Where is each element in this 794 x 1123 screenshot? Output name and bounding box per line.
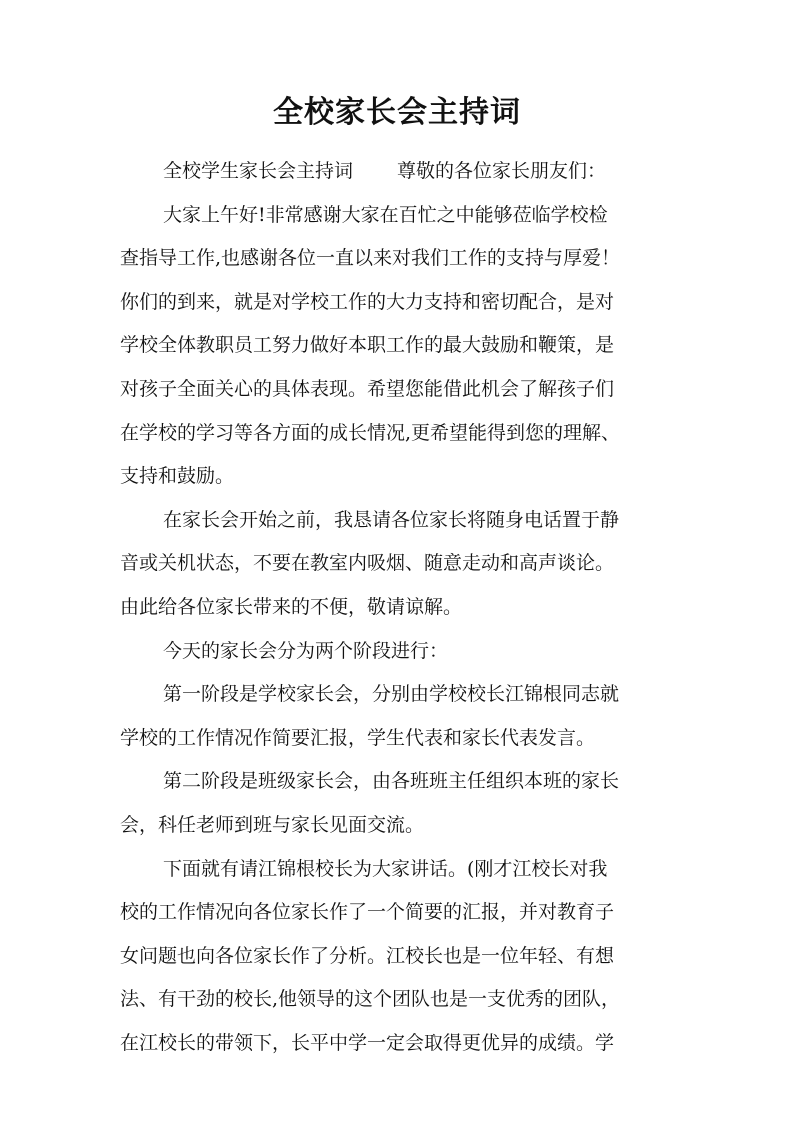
paragraph-line: 法、有干劲的校长,他领导的这个团队也是一支优秀的团队， — [120, 988, 621, 1011]
document-title: 全校家长会主持词 — [273, 95, 521, 130]
paragraph-line: 由此给各位家长带来的不便，敬请谅解。 — [120, 595, 463, 618]
paragraph-line: 女问题也向各位家长作了分析。江校长也是一位年轻、有想 — [120, 944, 615, 967]
paragraph-line: 学校的工作情况作简要汇报，学生代表和家长代表发言。 — [120, 726, 596, 749]
paragraph-line: 对孩子全面关心的具体表现。希望您能借此机会了解孩子们 — [120, 377, 615, 400]
document-body — [120, 150, 680, 1065]
paragraph-line: 学校全体教职员工努力做好本职工作的最大鼓励和鞭策，是 — [120, 334, 615, 357]
greeting-address: 尊敬的各位家长朋友们： — [397, 160, 607, 182]
paragraph-line: 在江校长的带领下，长平中学一定会取得更优异的成绩。学 — [120, 1031, 615, 1054]
paragraph-line: 今天的家长会分为两个阶段进行： — [163, 639, 449, 662]
paragraph-line: 校的工作情况向各位家长作了一个简要的汇报，并对教育子 — [120, 901, 615, 924]
greeting-heading: 全校学生家长会主持词 — [163, 160, 354, 182]
paragraph-line: 查指导工作,也感谢各位一直以来对我们工作的支持与厚爱！ — [120, 247, 621, 270]
paragraph-line: 支持和鼓励。 — [120, 465, 235, 488]
paragraph-line: 会，科任老师到班与家长见面交流。 — [120, 813, 425, 836]
paragraph-line: 下面就有请江锦根校长为大家讲话。(刚才江校长对我 — [163, 857, 608, 880]
greeting-line — [120, 150, 680, 194]
paragraph-line: 音或关机状态，不要在教室内吸烟、随意走动和高声谈论。 — [120, 552, 615, 575]
paragraph-line: 在家长会开始之前，我恳请各位家长将随身电话置于静 — [163, 508, 620, 531]
paragraph-line: 第一阶段是学校家长会，分别由学校校长江锦根同志就 — [163, 683, 620, 706]
paragraph-line: 大家上午好!非常感谢大家在百忙之中能够莅临学校检 — [163, 203, 608, 226]
paragraph-line: 在学校的学习等各方面的成长情况,更希望能得到您的理解、 — [120, 421, 621, 444]
paragraph-line: 第二阶段是班级家长会，由各班班主任组织本班的家长 — [163, 770, 620, 793]
paragraph-line: 你们的到来，就是对学校工作的大力支持和密切配合，是对 — [120, 290, 615, 313]
